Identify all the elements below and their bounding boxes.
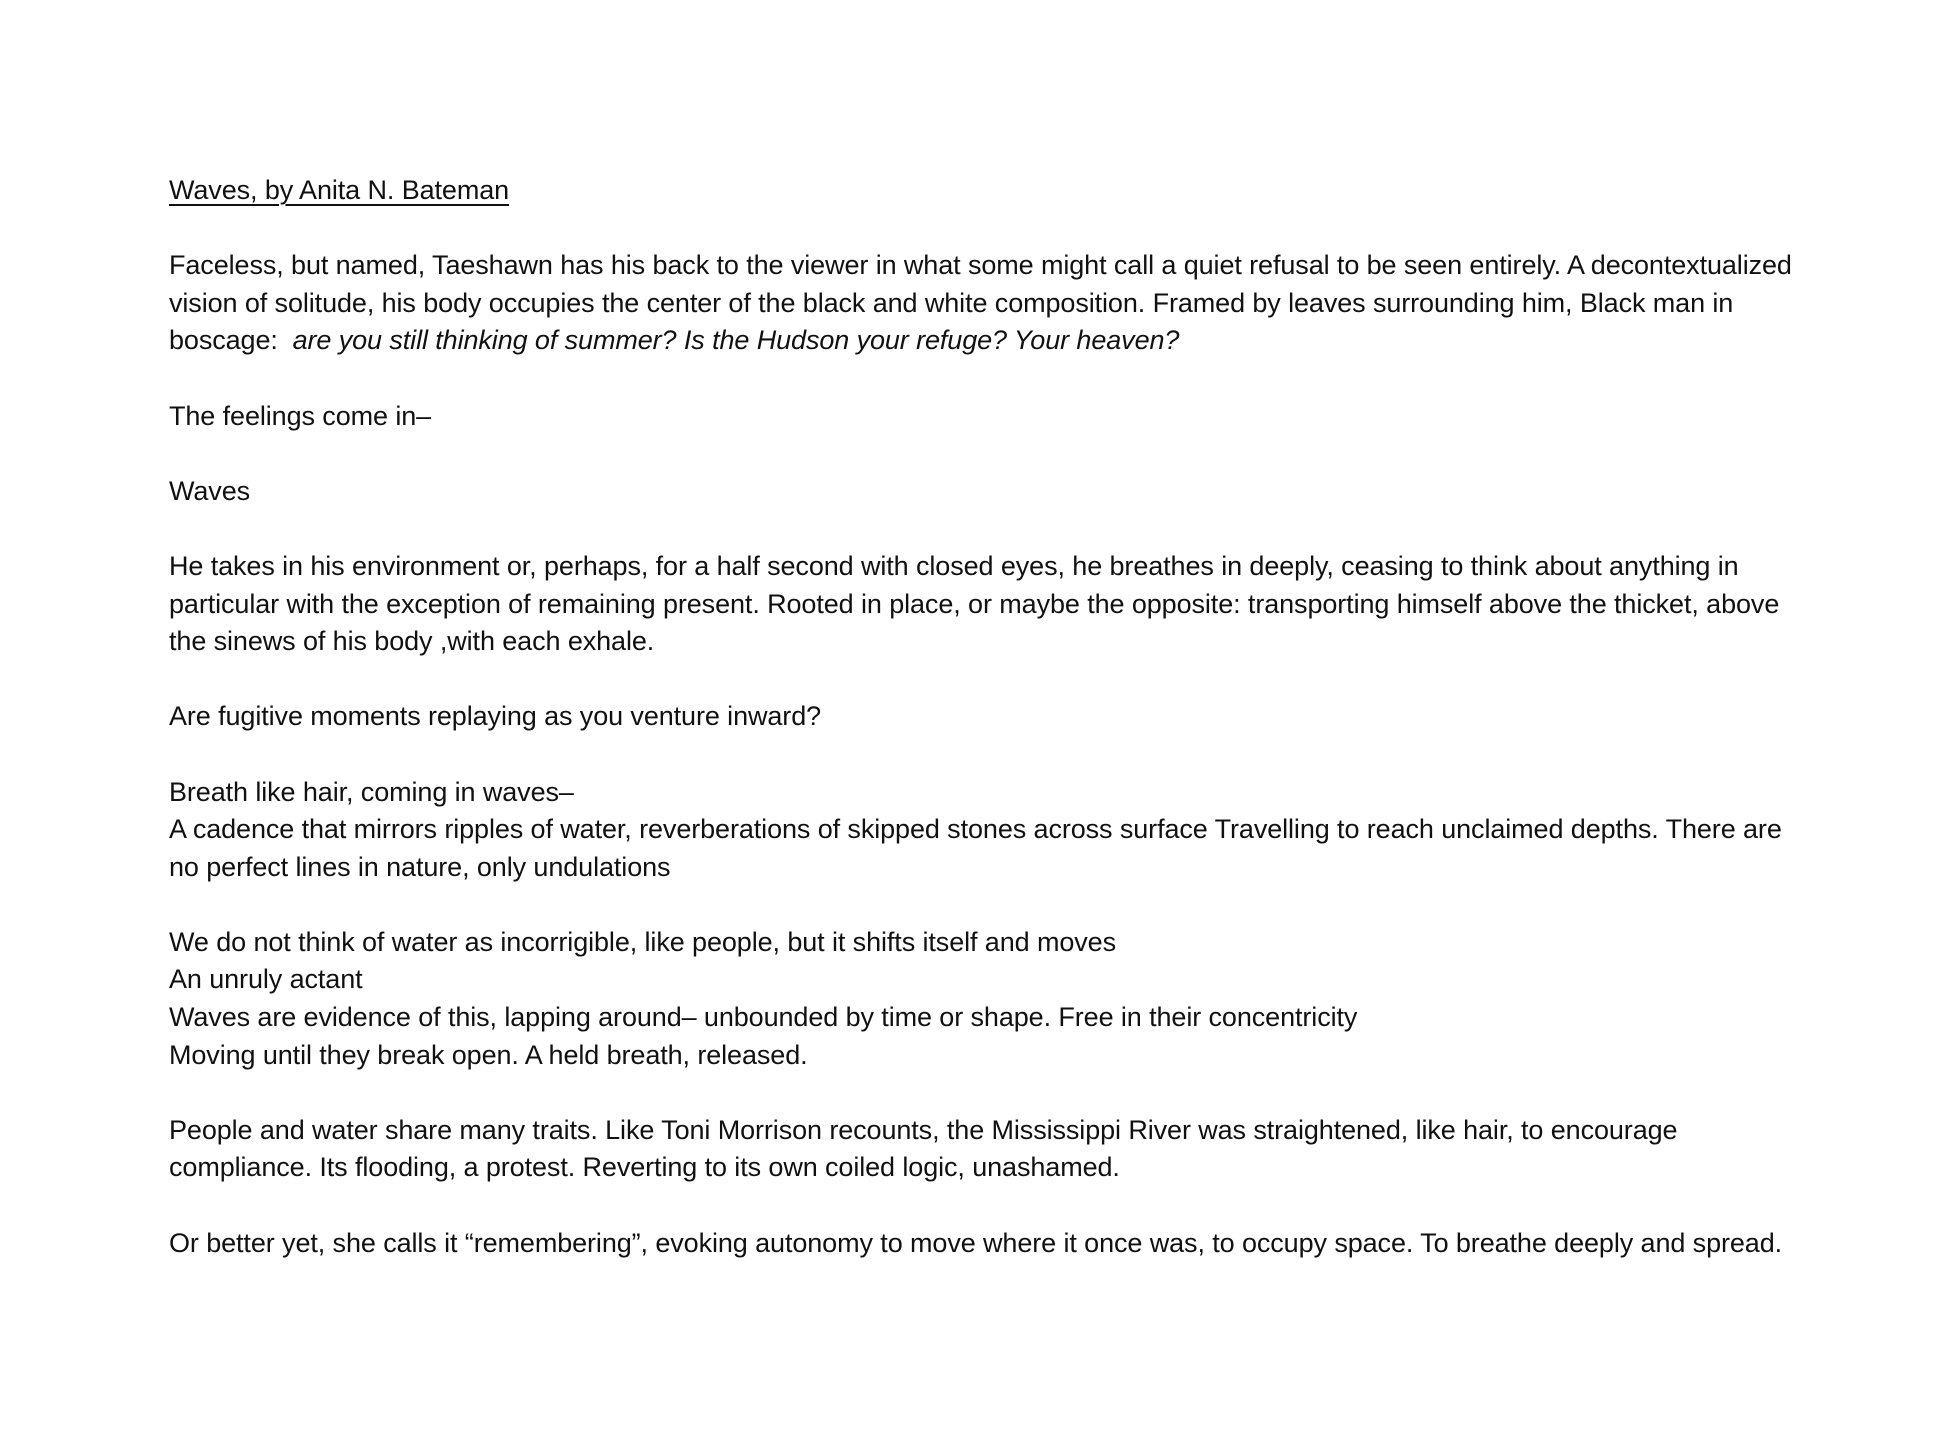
paragraph-breath-line1: Breath like hair, coming in waves– [169,776,574,807]
spacer [169,1187,1809,1225]
paragraph-intro [169,247,1809,360]
spacer [169,886,1809,924]
spacer [169,210,1809,248]
paragraph-intro-italic: are you still thinking of summer? Is the Hudson your refuge? Your heaven? [292,325,1180,356]
spacer [169,360,1809,398]
spacer [169,661,1809,699]
document-title: Waves, by Anita N. Bateman [169,175,510,205]
paragraph-remembering: Or better yet, she calls it “remembering”, evoking autonomy to move where it once was, to occupy space. To breathe deeply and spread. [169,1227,1783,1258]
paragraph-water-line2: An unruly actant [169,964,363,995]
paragraph-water-line4: Moving until they break open. A held breath, released. [169,1039,808,1070]
document-page [169,172,1809,1262]
paragraph-fugitive: Are fugitive moments replaying as you venture inward? [169,701,822,732]
paragraph-intro-text: Faceless, but named, Taeshawn has his back to the viewer in what some might call a quiet refusal to be seen entirely. A decontextualized vision of solitude, his body occupies the center of the black and white composition. Framed by leaves surrounding him, Black man in boscage: [169,250,1792,356]
spacer [169,510,1809,548]
paragraph-morrison: People and water share many traits. Like Toni Morrison recounts, the Mississippi River was straightened, like hair, to encourage compliance. Its flooding, a protest. Reverting to its own coiled logic, unashamed. [169,1114,1678,1183]
paragraph-water-line3: Waves are evidence of this, lapping around– unbounded by time or shape. Free in their concentricity [169,1002,1358,1033]
spacer [169,736,1809,774]
spacer [169,1074,1809,1112]
paragraph-environment: He takes in his environment or, perhaps, for a half second with closed eyes, he breathes in deeply, ceasing to think about anything in particular with the exception of remaining present. Rooted in place, or maybe the opposite: transporting himself above the thicket, above the sinews of his body ,with each exhale. [169,550,1780,657]
paragraph-feelings: The feelings come in– [169,400,432,431]
spacer [169,435,1809,473]
paragraph-breath-line2: A cadence that mirrors ripples of water, reverberations of skipped stones across surface Travelling to reach unclaimed depths. There are no perfect lines in nature, only undulations [169,814,1782,882]
paragraph-water-line1: We do not think of water as incorrigible, like people, but it shifts itself and moves [169,926,1116,957]
paragraph-waves: Waves [169,475,251,506]
